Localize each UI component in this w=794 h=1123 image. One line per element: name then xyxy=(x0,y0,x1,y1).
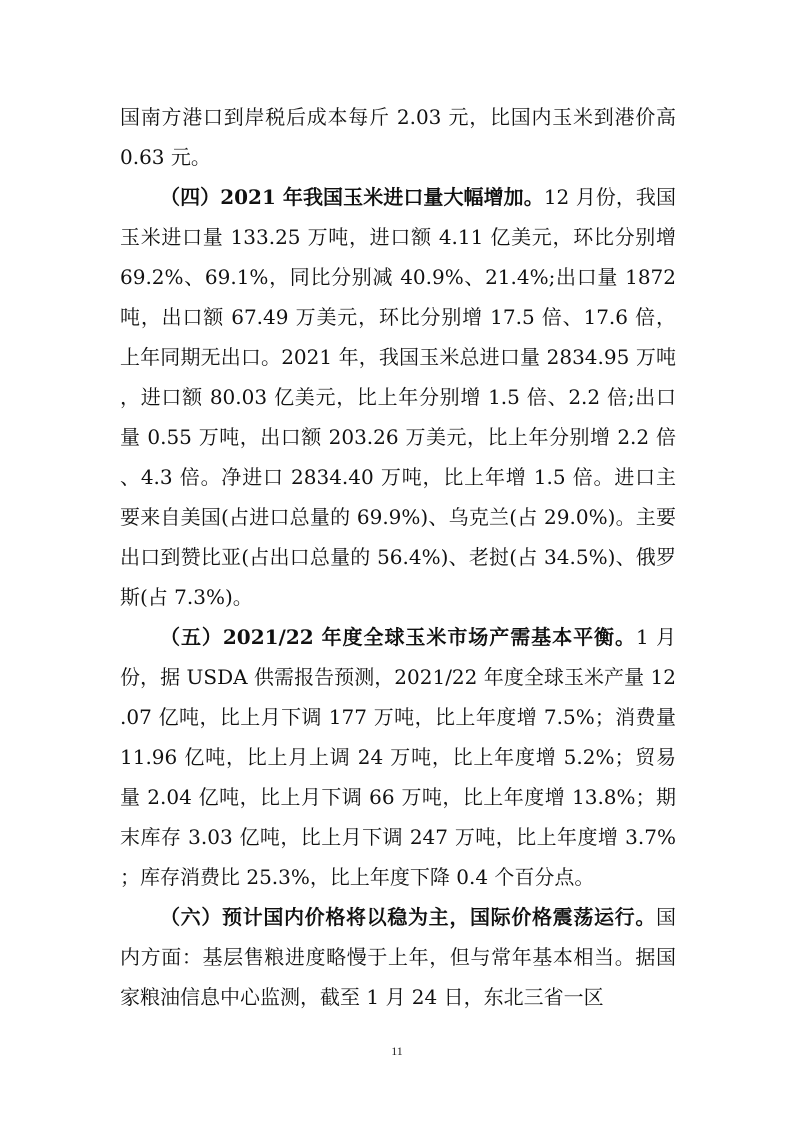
paragraph-body: 12 月份，我国玉米进口量 133.25 万吨，进口额 4.11 亿美元，环比分别增 69.2%、69.1%，同比分别减 40.9%、21.4%;出口量 1872 吨，出口额 67.49 万美元，环比分别增 17.5 倍、17.6 倍，上年同期无出口。2021 年，我国玉米总进口量 2834.95 万吨，进口额 80.03 亿美元，比上年分别增 1.5 倍、2.2 倍;出口量 0.55 万吨，出口额 203.26 万美元，比上年分别增 2.2 倍、4.3 倍。净进口 2834.40 万吨，比上年增 1.5 倍。进口主要来自美国(占进口总量的 69.9%)、乌克兰(占 29.0%)。主要出口到赞比亚(占出口总量的 56.4%)、老挝(占 34.5%)、俄罗斯(占 7.3%)。 xyxy=(120,185,676,609)
document-body xyxy=(120,97,676,1017)
paragraph-corn-imports xyxy=(120,177,676,617)
paragraph-continued xyxy=(120,97,676,177)
page-number: 11 xyxy=(391,1044,403,1058)
paragraph-body: 国南方港口到岸税后成本每斤 2.03 元，比国内玉米到港价高 0.63 元。 xyxy=(120,105,676,169)
section-heading: （五）2021/22 年度全球玉米市场产需基本平衡。 xyxy=(160,625,636,649)
paragraph-global-market xyxy=(120,617,676,897)
section-heading: （六）预计国内价格将以稳为主，国际价格震荡运行。 xyxy=(160,905,656,929)
paragraph-price-outlook xyxy=(120,897,676,1017)
paragraph-body: 1 月份，据 USDA 供需报告预测，2021/22 年度全球玉米产量 12.07 亿吨，比上月下调 177 万吨，比上年度增 7.5%；消费量 11.96 亿吨，比上月上调 24 万吨，比上年度增 5.2%；贸易量 2.04 亿吨，比上月下调 66 万吨，比上年度增 13.8%；期末库存 3.03 亿吨，比上月下调 247 万吨，比上年度增 3.7%；库存消费比 25.3%，比上年度下降 0.4 个百分点。 xyxy=(120,625,676,889)
section-heading: （四）2021 年我国玉米进口量大幅增加。 xyxy=(160,185,544,209)
paragraph-body: 国内方面：基层售粮进度略慢于上年，但与常年基本相当。据国家粮油信息中心监测，截至 1 月 24 日，东北三省一区 xyxy=(120,905,676,1009)
